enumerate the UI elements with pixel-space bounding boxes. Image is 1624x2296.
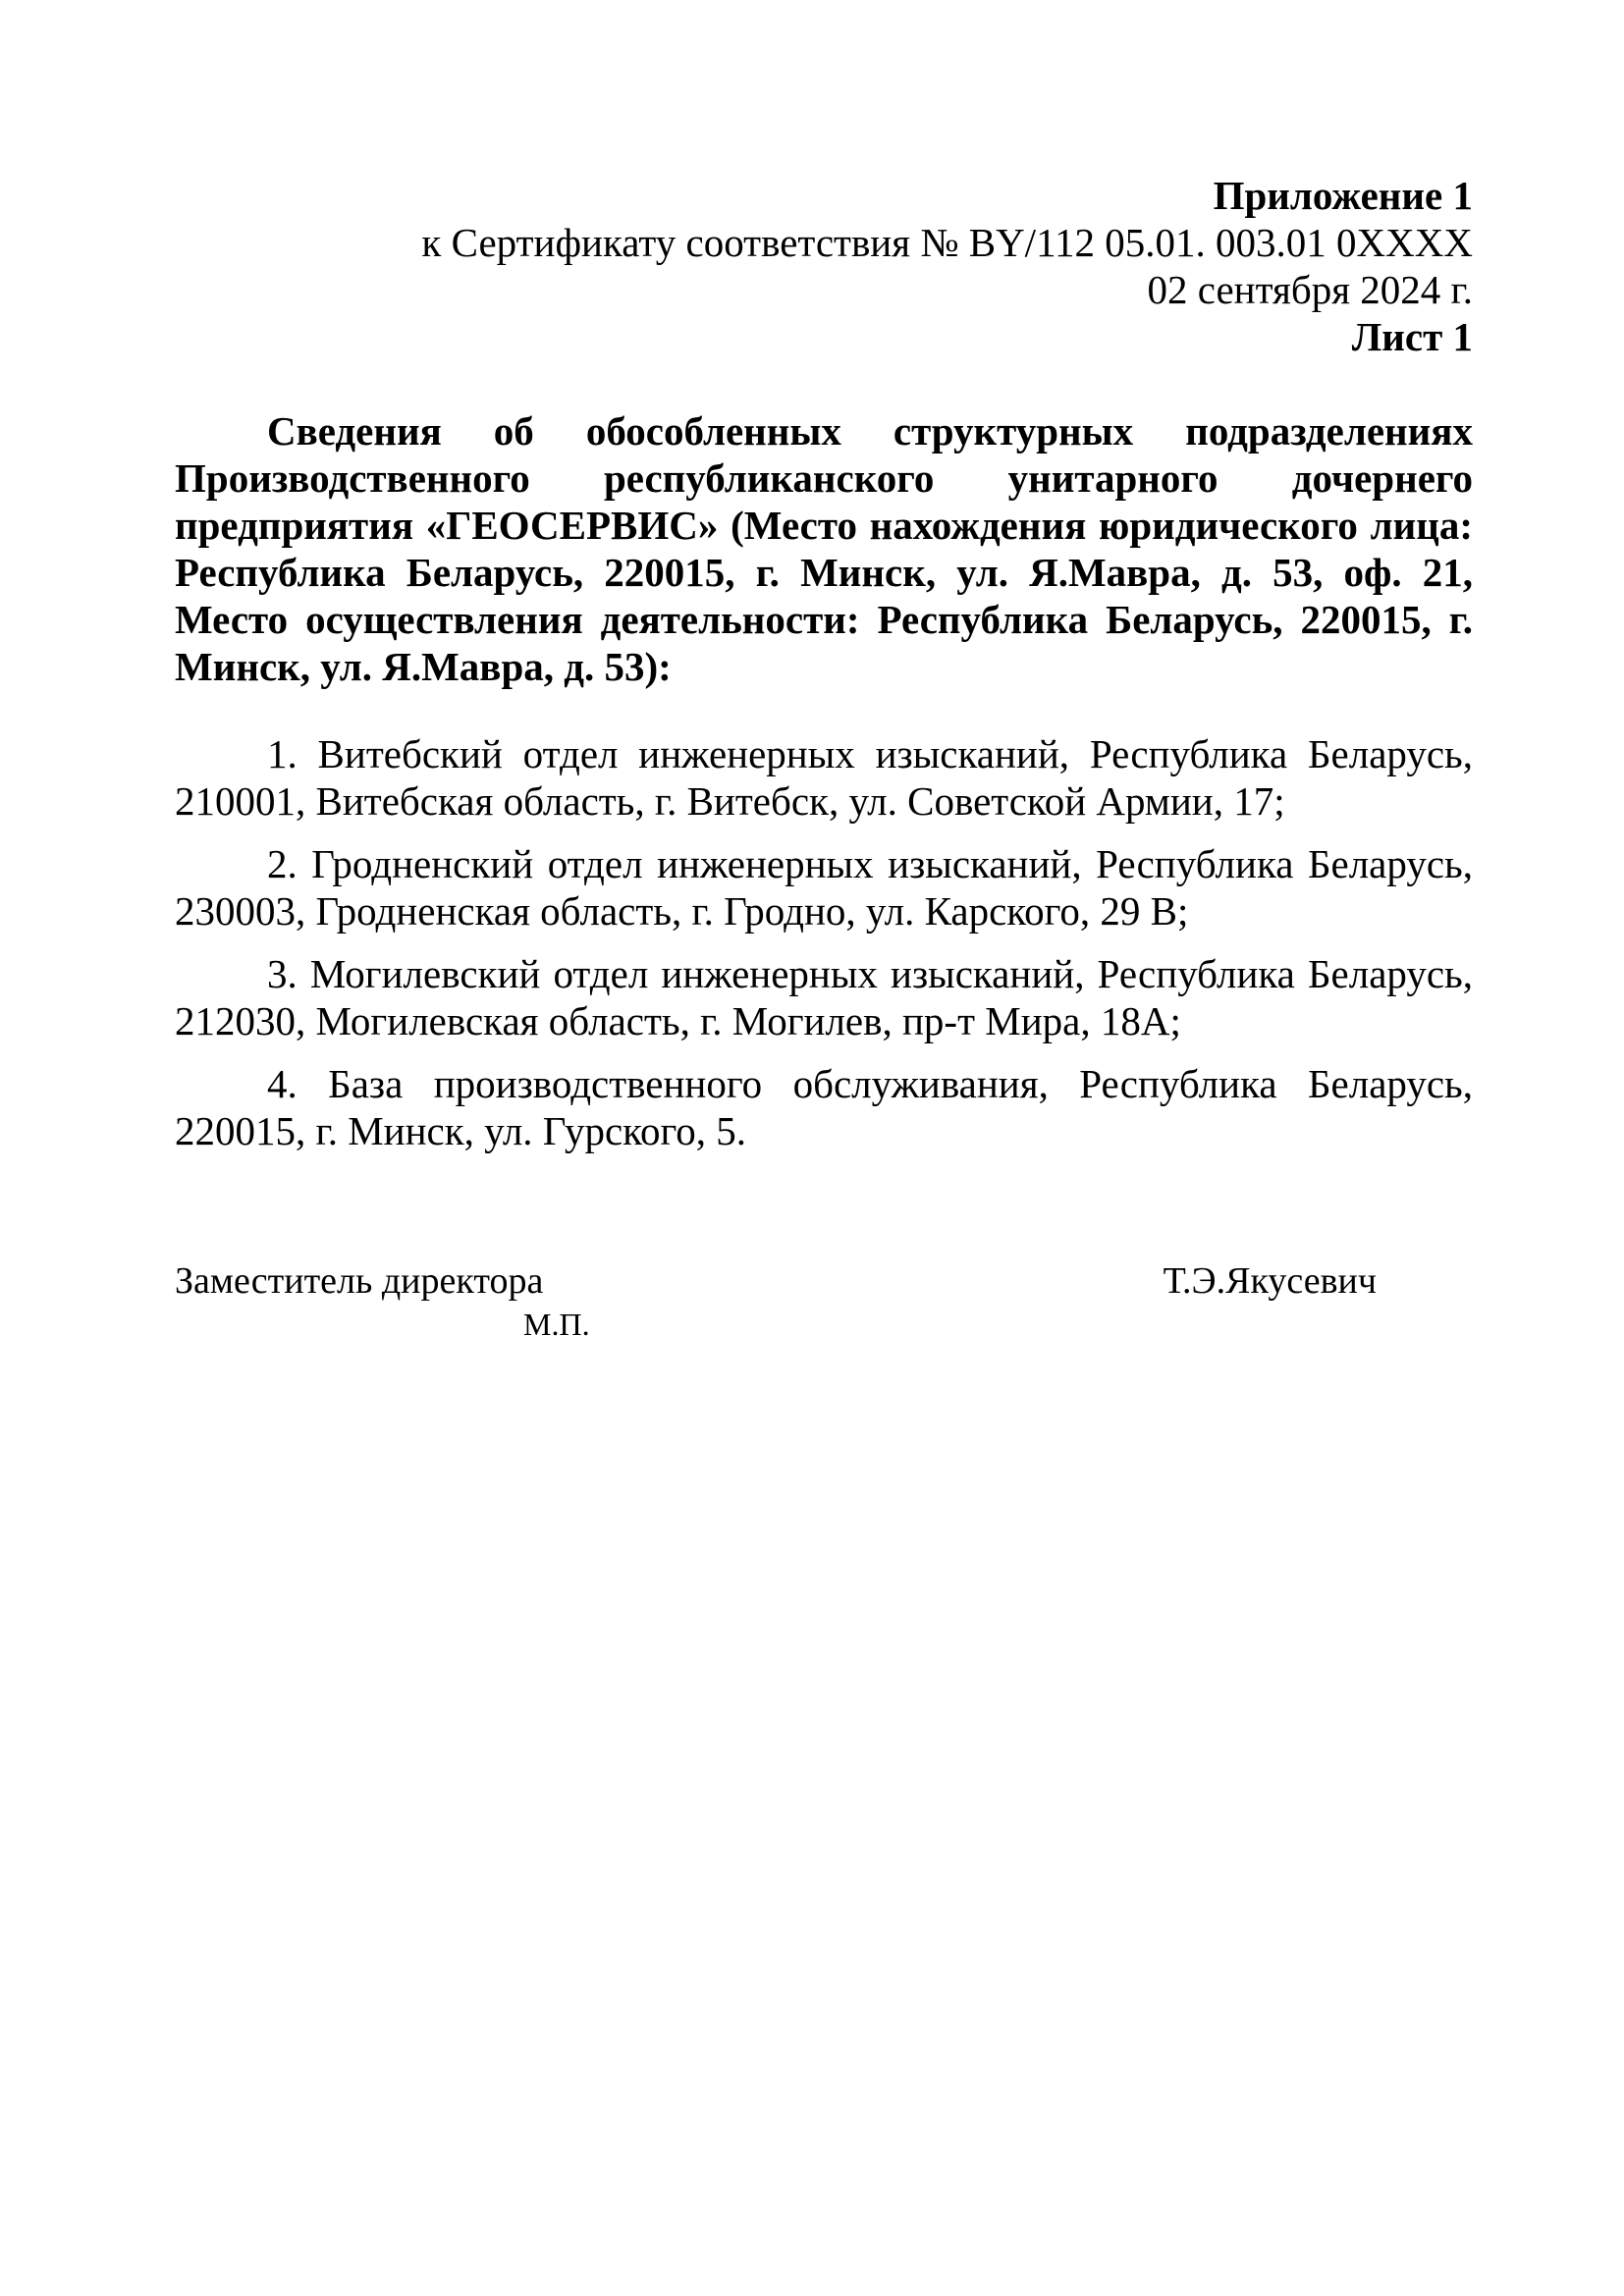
document-header [175, 172, 1473, 360]
sheet-number: Лист 1 [1351, 314, 1473, 359]
list-item: 1. Витебский отдел инженерных изысканий, Республика Беларусь, 210001, Витебская область, г. Витебск, ул. Советской Армии, 17; [175, 731, 1473, 824]
appendix-title: Приложение 1 [1213, 173, 1473, 218]
list-item: 2. Гродненский отдел инженерных изысканий, Республика Беларусь, 230003, Гродненская область, г. Гродно, ул. Карского, 29 В; [175, 841, 1473, 934]
signature-row [175, 1259, 1377, 1303]
subdivisions-list [175, 730, 1473, 1154]
signatory-position: Заместитель директора [175, 1260, 544, 1302]
list-item: 3. Могилевский отдел инженерных изысканий, Республика Беларусь, 212030, Могилевская область, г. Могилев, пр-т Мира, 18А; [175, 951, 1473, 1043]
list-item: 4. База производственного обслуживания, Республика Беларусь, 220015, г. Минск, ул. Гурского, 5. [175, 1061, 1473, 1153]
document-date: 02 сентября 2024 г. [1147, 267, 1473, 312]
signatory-name: Т.Э.Якусевич [1163, 1260, 1377, 1302]
signature-block [175, 1259, 1377, 1342]
document-body [175, 172, 1473, 1170]
intro-paragraph: Сведения об обособленных структурных подразделениях Производственного республиканского унитарного дочернего предприятия «ГЕОСЕРВИС» (Место нахождения юридического лица: Республика Беларусь, 220015, г. Минск, ул. Я.Мавра, д. 53, оф. 21, Место осуществления деятельности: Республика Беларусь, 220015, г. Минск, ул. Я.Мавра, д. 53): [175, 408, 1473, 689]
certificate-reference: к Сертификату соответствия № BY/112 05.01. 003.01 0XXXX [421, 220, 1473, 265]
stamp-placeholder: М.П. [523, 1307, 590, 1342]
